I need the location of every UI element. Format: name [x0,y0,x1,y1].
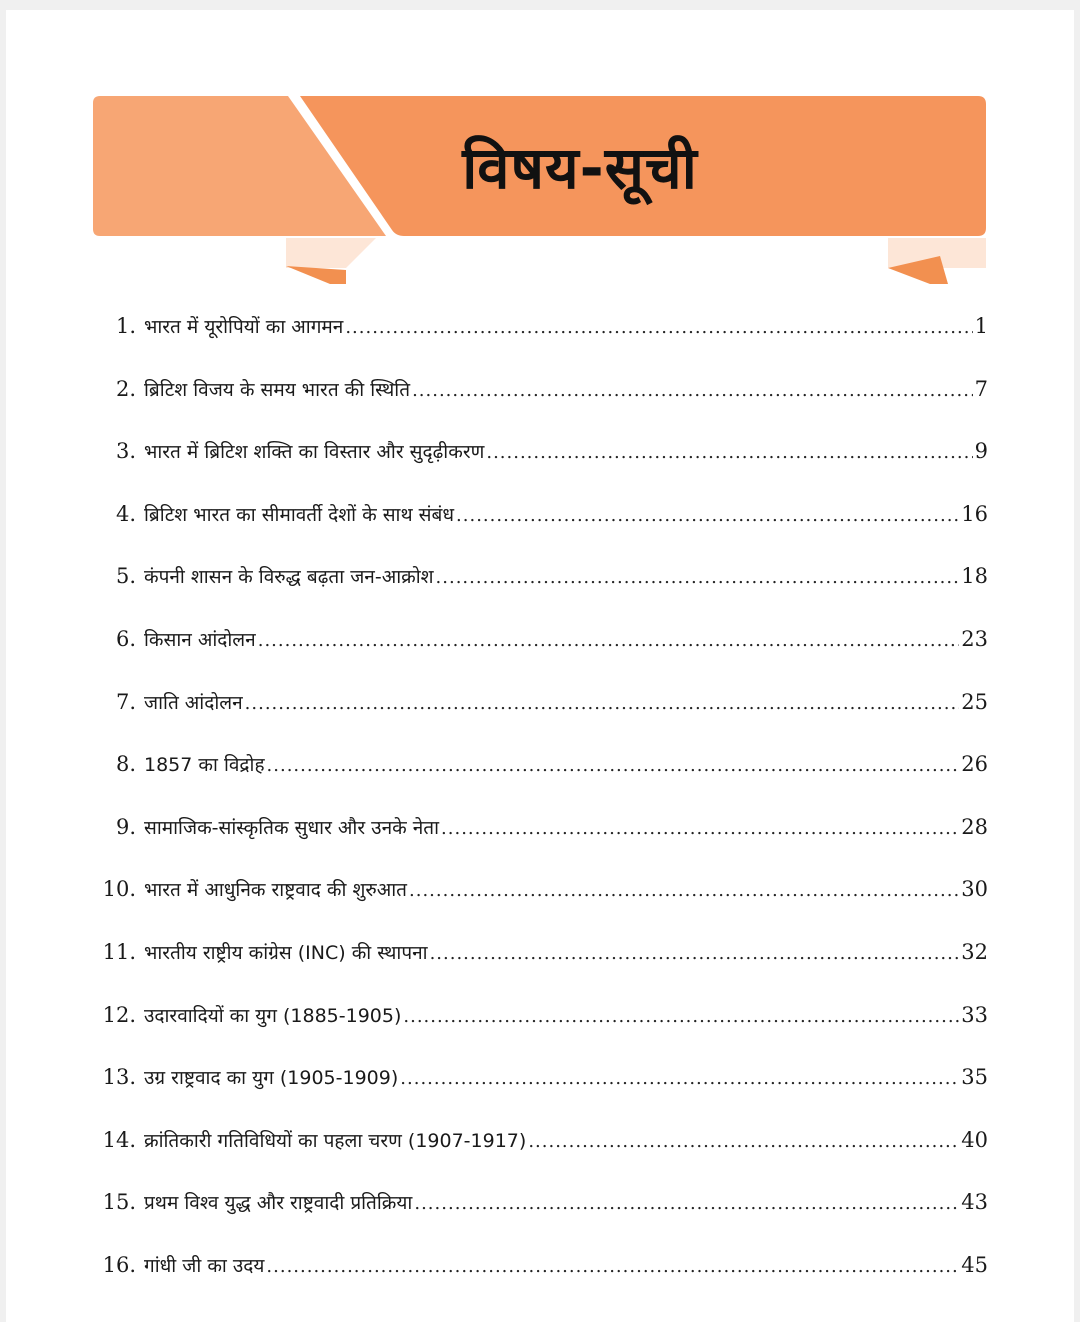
toc-dot-leader [412,373,973,409]
toc-dot-leader [456,498,959,534]
toc-entry-number: 14. [102,1127,136,1152]
toc-entry[interactable] [96,1184,988,1220]
toc-entry-title: 1857 का विद्रोह [144,754,265,777]
toc-entry-number: 2. [115,376,136,401]
toc-dot-leader [400,1061,959,1097]
toc-dot-leader [409,873,959,909]
toc-entry[interactable] [96,1059,988,1095]
toc-entry-page-number: 26 [961,752,988,777]
toc-entry-number: 13. [102,1065,136,1090]
toc-entry-number: 5. [115,564,136,589]
toc-entry-title: कंपनी शासन के विरुद्ध बढ़ता जन-आक्रोश [144,566,434,589]
toc-entry-number: 6. [115,627,136,651]
toc-entry-title: किसान आंदोलन [144,629,256,651]
toc-entry[interactable] [96,746,988,782]
toc-entry-title: ब्रिटिश विजय के समय भारत की स्थिति [144,378,411,401]
toc-entry[interactable] [96,871,988,907]
toc-dot-leader [258,623,960,659]
toc-entry[interactable] [96,621,988,657]
toc-entry-title: गांधी जी का उदय [144,1255,265,1277]
toc-entry-title: प्रथम विश्व युद्ध और राष्ट्रवादी प्रतिक्रिया [144,1192,413,1215]
toc-dot-leader [414,1186,959,1222]
toc-entry-page-number: 40 [961,1127,988,1152]
toc-entry-number: 7. [115,689,136,714]
toc-entry-page-number: 33 [961,1002,988,1027]
toc-entry[interactable] [96,1122,988,1158]
toc-entry-title: जाति आंदोलन [144,691,243,714]
toc-entry-title: भारत में ब्रिटिश शक्ति का विस्तार और सुदृढ़ीकरण [144,441,485,464]
toc-entry-page-number: 35 [961,1065,988,1090]
toc-entry-page-number: 25 [961,689,988,714]
toc-entry-page-number: 16 [961,501,988,526]
toc-entry-title: भारत में यूरोपियों का आगमन [144,316,344,338]
toc-entry-number: 16. [102,1253,136,1277]
toc-dot-leader [345,310,972,346]
toc-entry-title: सामाजिक-सांस्कृतिक सुधार और उनके नेता [144,816,440,839]
toc-dot-leader [266,1249,959,1285]
toc-dot-leader [245,686,960,722]
toc-entry[interactable] [96,684,988,720]
page-title: विषय-सूची [462,134,698,202]
toc-entry-title: भारतीय राष्ट्रीय कांग्रेस (INC) की स्थापना [144,942,428,964]
toc-entry[interactable] [96,496,988,532]
toc-entry-number: 12. [102,1002,136,1027]
toc-entry[interactable] [96,997,988,1033]
toc-dot-leader [267,748,960,784]
toc-entry-page-number: 18 [961,564,988,589]
toc-entry[interactable] [96,1247,988,1283]
toc-entry-number: 15. [102,1190,136,1215]
toc-entry[interactable] [96,371,988,407]
toc-entry-page-number: 9 [974,439,988,464]
toc-entry[interactable] [96,308,988,344]
toc-entry-page-number: 1 [974,314,988,338]
toc-entry[interactable] [96,809,988,845]
toc-entry-number: 3. [115,439,136,464]
toc-entry-title: भारत में आधुनिक राष्ट्रवाद की शुरुआत [144,879,408,902]
toc-entry-title: ब्रिटिश भारत का सीमावर्ती देशों के साथ संबंध [144,503,455,526]
toc-dot-leader [430,936,960,972]
toc-dot-leader [403,999,959,1035]
toc-dot-leader [528,1124,959,1160]
toc-dot-leader [436,560,960,596]
toc-entry-title: उदारवादियों का युग (1885-1905) [144,1004,402,1027]
toc-entry-page-number: 32 [961,940,988,964]
toc-entry-page-number: 23 [961,627,988,651]
toc-entry-number: 10. [102,877,136,902]
toc-entry-page-number: 43 [961,1190,988,1215]
toc-entry-number: 9. [115,814,136,839]
toc-entry-number: 11. [102,940,136,964]
toc-dot-leader [441,811,959,847]
toc-dot-leader [486,435,972,471]
toc-entry[interactable] [96,558,988,594]
toc-entry-number: 8. [115,752,136,777]
toc-entry-number: 1. [115,314,136,338]
toc-entry-title: क्रांतिकारी गतिविधियों का पहला चरण (1907-1917) [144,1129,527,1152]
toc-entry[interactable] [96,934,988,970]
toc-entry[interactable] [96,433,988,469]
toc-entry-page-number: 7 [974,376,988,401]
toc-entry-page-number: 30 [961,877,988,902]
toc-entry-page-number: 45 [961,1253,988,1277]
toc-entry-page-number: 28 [961,814,988,839]
toc-entry-number: 4. [115,501,136,526]
toc-entry-title: उग्र राष्ट्रवाद का युग (1905-1909) [144,1067,399,1090]
